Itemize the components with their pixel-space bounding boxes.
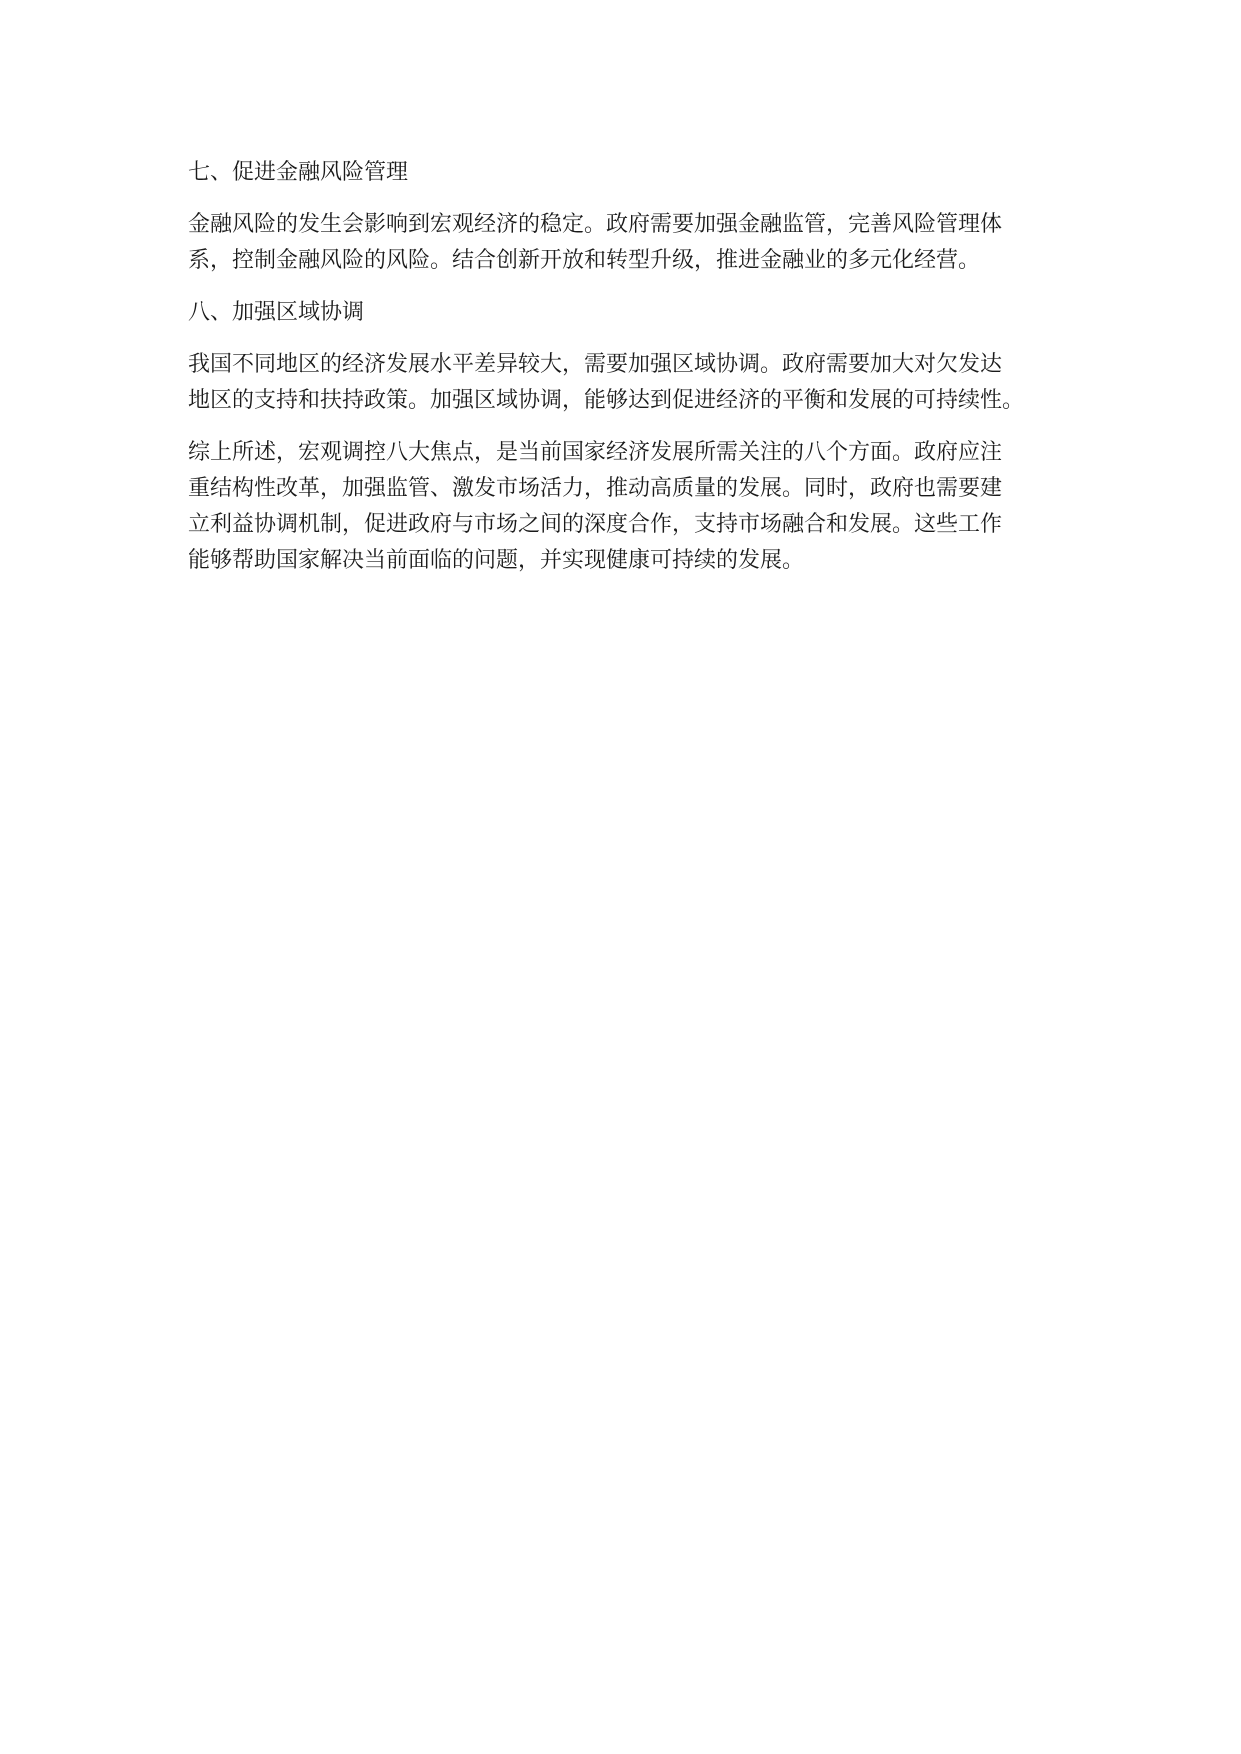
section-paragraph-8 <box>188 347 1098 419</box>
section-paragraph-7 <box>188 207 1098 279</box>
paragraph-line: 我国不同地区的经济发展水平差异较大，需要加强区域协调。政府需要加大对欠发达 <box>188 352 1003 377</box>
document-body <box>188 155 1098 595</box>
paragraph-line: 立利益协调机制，促进政府与市场之间的深度合作，支持市场融合和发展。这些工作 <box>188 512 1003 537</box>
paragraph-line: 重结构性改革，加强监管、激发市场活力，推动高质量的发展。同时，政府也需要建 <box>188 476 1003 501</box>
paragraph-line: 能够帮助国家解决当前面临的问题，并实现健康可持续的发展。 <box>188 548 805 573</box>
paragraph-line: 系，控制金融风险的风险。结合创新开放和转型升级，推进金融业的多元化经营。 <box>188 248 981 273</box>
paragraph-line: 金融风险的发生会影响到宏观经济的稳定。政府需要加强金融监管，完善风险管理体 <box>188 212 1003 237</box>
section-heading-7: 七、促进金融风险管理 <box>188 160 409 185</box>
paragraph-line: 综上所述，宏观调控八大焦点，是当前国家经济发展所需关注的八个方面。政府应注 <box>188 440 1003 465</box>
section-heading-8: 八、加强区域协调 <box>188 300 365 325</box>
conclusion-paragraph <box>188 435 1098 579</box>
paragraph-line: 地区的支持和扶持政策。加强区域协调，能够达到促进经济的平衡和发展的可持续性。 <box>188 388 1025 413</box>
